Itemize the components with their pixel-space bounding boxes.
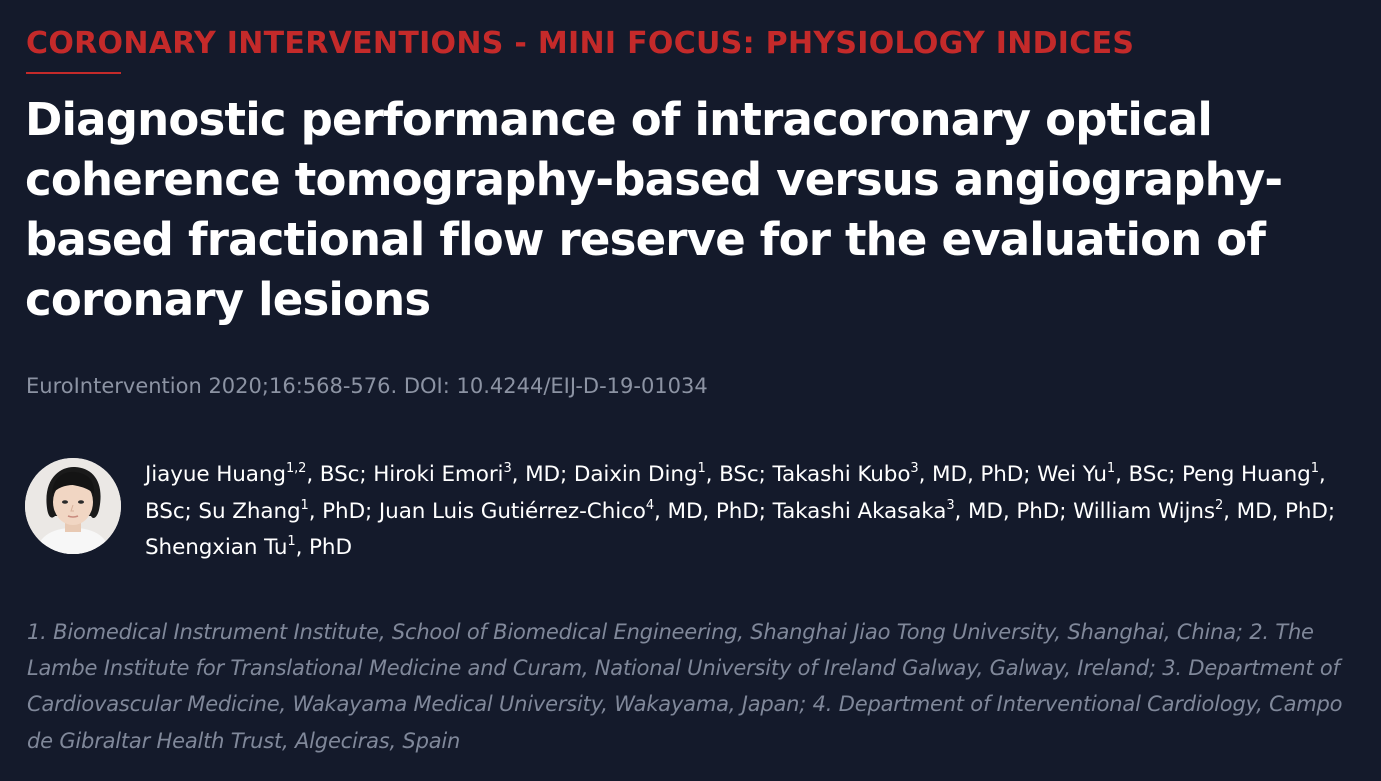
author-name: Su Zhang <box>198 498 301 524</box>
author-affiliation-ref: 2 <box>1215 497 1224 513</box>
author-name: Juan Luis Gutiérrez-Chico <box>378 498 646 524</box>
author-entry <box>1073 499 1335 524</box>
author-affiliation-ref: 1 <box>300 497 309 513</box>
article-title: Diagnostic performance of intracoronary optical coherence tomography-based versus angiography-based fractional flow reserve for the evaluation of coronary lesions <box>25 93 1283 326</box>
author-degree: , MD, PhD; <box>654 498 773 524</box>
author-entry <box>574 462 773 487</box>
author-affiliation-ref: 1,2 <box>285 461 307 476</box>
author-entry <box>198 499 379 524</box>
author-degree: , MD, PhD; <box>918 462 1038 487</box>
author-affiliation-ref: 3 <box>503 461 512 476</box>
author-name: Wei Yu <box>1037 462 1107 487</box>
author-degree: , PhD <box>295 535 352 560</box>
author-entry <box>773 499 1073 524</box>
author-degree: , MD, PhD; <box>954 498 1074 524</box>
author-degree: , BSc; <box>145 462 1326 524</box>
author-name: Daixin Ding <box>573 462 698 487</box>
author-degree: , MD, PhD; <box>1223 498 1336 524</box>
author-affiliation-ref: 1 <box>1310 461 1319 476</box>
author-name: William Wijns <box>1073 498 1215 524</box>
category-underline <box>26 72 121 74</box>
author-degree: , MD; <box>511 462 574 487</box>
author-affiliation-ref: 1 <box>1106 461 1116 476</box>
author-degree: , BSc; <box>306 462 374 487</box>
author-photo-icon <box>25 458 121 554</box>
author-entry <box>373 462 574 487</box>
author-entry <box>1037 462 1182 487</box>
author-entry <box>379 499 773 524</box>
author-name: Takashi Akasaka <box>772 498 947 524</box>
author-name: Hiroki Emori <box>373 462 504 487</box>
author-entry <box>145 462 373 487</box>
author-degree: , PhD; <box>308 498 379 524</box>
author-affiliation-ref: 1 <box>697 461 706 476</box>
author-name: Peng Huang <box>1181 462 1311 487</box>
author-name: Takashi Kubo <box>772 462 911 487</box>
author-list <box>145 457 1370 567</box>
author-name: Jiayue Huang <box>145 462 286 487</box>
author-affiliation-ref: 3 <box>946 497 955 513</box>
author-degree: , BSc; <box>705 462 773 487</box>
author-avatar <box>25 458 121 554</box>
author-affiliation-ref: 1 <box>287 534 296 549</box>
author-name: Shengxian Tu <box>145 535 288 560</box>
section-category: CORONARY INTERVENTIONS - MINI FOCUS: PHYSIOLOGY INDICES <box>26 26 1135 61</box>
citation-line: EuroIntervention 2020;16:568-576. DOI: 10.4244/EIJ-D-19-01034 <box>26 374 708 398</box>
affiliations: 1. Biomedical Instrument Institute, School of Biomedical Engineering, Shanghai Jiao Tong University, Shanghai, China; 2. The Lambe Institute for Translational Medicine and Curam, National University of Ireland Galway, Galway, Ireland; 3. Department of Cardiovascular Medicine, Wakayama Medical University, Wakayama, Japan; 4. Department of Interventional Cardiology, Campo de Gibraltar Health Trust, Algeciras, Spain <box>27 620 1343 753</box>
author-affiliation-ref: 4 <box>645 497 655 513</box>
author-entry <box>773 462 1038 487</box>
author-entry <box>145 535 352 560</box>
author-affiliation-ref: 3 <box>910 461 919 476</box>
author-degree: , BSc; <box>1115 462 1182 487</box>
